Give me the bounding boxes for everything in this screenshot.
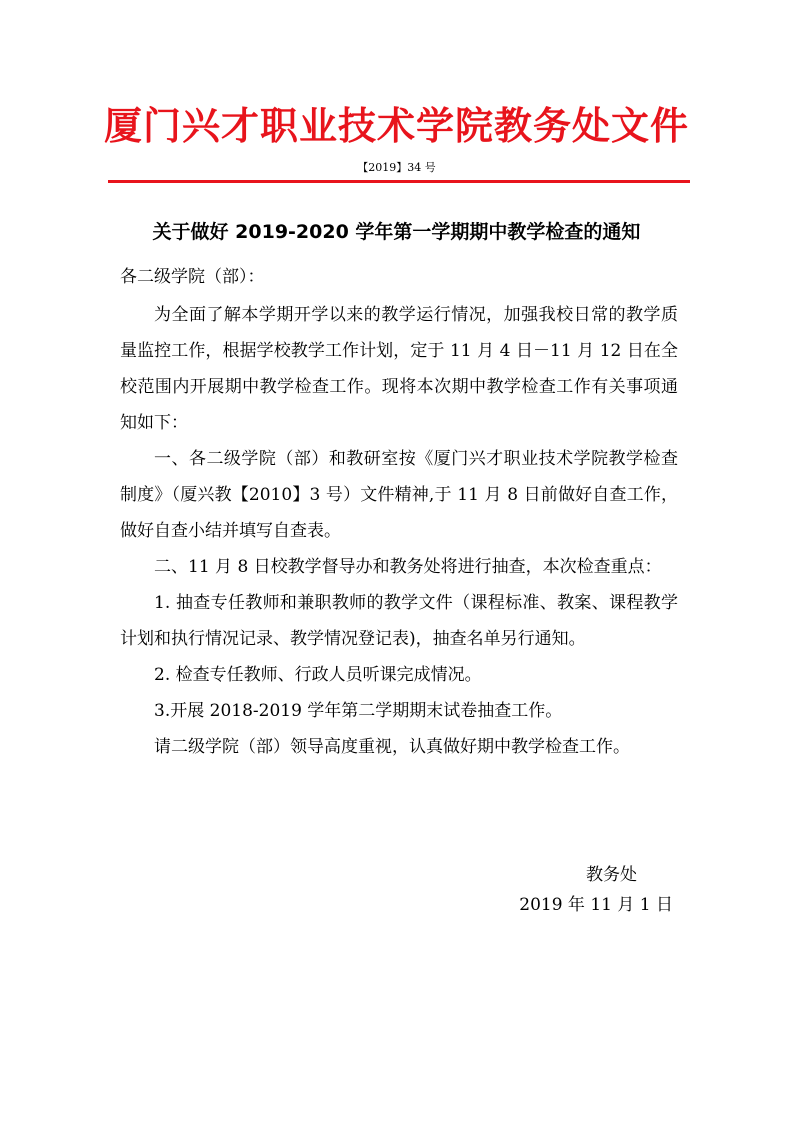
notice-body — [120, 297, 678, 765]
signature-date: 2019 年 11 月 1 日 — [519, 895, 673, 915]
paragraph-subitem-3: 3.开展 2018-2019 学年第二学期期末试卷抽查工作。 — [154, 701, 563, 721]
notice-title: 关于做好 2019-2020 学年第一学期期中教学检查的通知 — [152, 221, 641, 243]
document-number: 【2019】34 号 — [357, 161, 436, 174]
signature-block — [373, 860, 673, 920]
paragraph-intro: 为全面了解本学期开学以来的教学运行情况，加强我校日常的教学质量监控工作，根据学校教学工作计划，定于 11 月 4 日－11 月 12 日在全校范围内开展期中教学检查工作。现将本次期中教学检查工作有关事项通知如下： — [120, 305, 678, 433]
paragraph-item-1: 一、各二级学院（部）和教研室按《厦门兴才职业技术学院教学检查制度》（厦兴教【2010】3 号）文件精神,于 11 月 8 日前做好自查工作，做好自查小结并填写自查表。 — [120, 449, 678, 541]
document-header-title: 厦门兴才职业技术学院教务处文件 — [103, 103, 689, 148]
paragraph-item-2: 二、11 月 8 日校教学督导办和教务处将进行抽查，本次检查重点： — [154, 557, 662, 577]
header-divider — [108, 180, 690, 183]
paragraph-subitem-1: 1. 抽查专任教师和兼职教师的教学文件（课程标准、教案、课程教学计划和执行情况记录、教学情况登记表)，抽查名单另行通知。 — [120, 593, 678, 649]
salutation: 各二级学院（部）： — [120, 267, 265, 287]
paragraph-subitem-2: 2. 检查专任教师、行政人员听课完成情况。 — [154, 665, 482, 685]
signature-office: 教务处 — [586, 865, 637, 885]
paragraph-closing: 请二级学院（部）领导高度重视，认真做好期中教学检查工作。 — [154, 737, 630, 757]
